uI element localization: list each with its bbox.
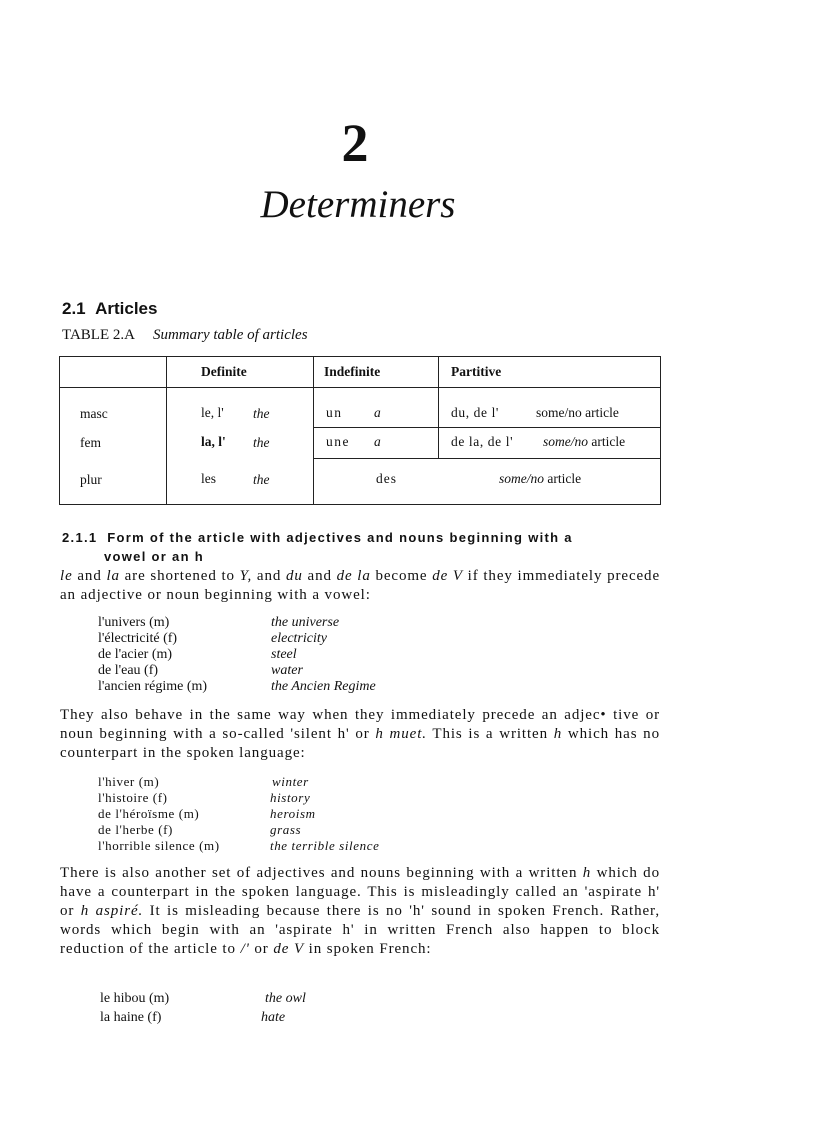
section-title: Articles: [95, 299, 158, 318]
table-caption-label: TABLE 2.A: [62, 327, 135, 343]
definite-gloss: the: [253, 471, 270, 487]
paragraph-3: There is also another set of adjectives and nouns beginning with a written h which do have a counterpart in the spoken language. This is misleadingly called an 'aspirate h' or h aspiré. It is misleading because there is no 'h' sound in spoken French. Rather, words which begin with an 'aspirate h' in written French also happen to block reduction of the article to /' or de V in spoken French:: [60, 865, 660, 957]
subsection-heading-line1: 2.1.1 Form of the article with adjectives and nouns beginning with a: [62, 530, 573, 545]
table-row-masc: [60, 388, 661, 428]
header-cell-definite: Definite: [167, 357, 314, 388]
partitive-gloss: some/no article: [543, 434, 626, 449]
partitive-form: du, de l': [451, 405, 499, 420]
chapter-title: Determiners: [260, 183, 456, 226]
row-label: fem: [80, 434, 101, 450]
partitive-gloss: some/no article: [499, 471, 582, 486]
row-label: plur: [80, 471, 102, 487]
table-header-row: [60, 357, 661, 388]
indefinite-gloss: a: [374, 405, 381, 420]
table-row-fem: [60, 428, 661, 459]
subsection-heading-line2: vowel or an h: [104, 549, 204, 564]
chapter-number: 2: [341, 113, 369, 173]
indefinite-form: une: [326, 434, 350, 449]
paragraph-1: le and la are shortened to Y, and du and de la become de V if they immediately precede an adjective or noun beginning with a vowel:: [60, 568, 661, 603]
header-cell-empty: [60, 357, 167, 388]
definite-form: les: [201, 470, 216, 486]
header-cell-indefinite: Indefinite: [314, 357, 439, 388]
partitive-form: de la, de l': [451, 434, 514, 449]
subsection-heading: [62, 528, 662, 566]
table-row-plur: [60, 459, 661, 505]
table-caption: [62, 327, 308, 344]
section-number: 2.1: [62, 299, 86, 318]
table-caption-text: Summary table of articles: [152, 327, 308, 343]
partitive-gloss: some/no article: [536, 405, 619, 420]
row-label: masc: [80, 406, 108, 421]
indefinite-form: des: [376, 471, 397, 486]
definite-form: la, l': [201, 433, 226, 449]
indefinite-form: un: [326, 405, 343, 420]
paragraph-2: They also behave in the same way when they immediately precede an adjec• tive or noun beginning with a so-called 'silent h' or h muet. This is a written h which has no counterpart in the spoken language:: [60, 707, 660, 761]
indefinite-gloss: a: [374, 434, 381, 449]
definite-form: le, l': [201, 405, 224, 420]
definite-gloss: the: [253, 434, 270, 450]
header-cell-partitive: Partitive: [439, 357, 661, 388]
definite-gloss: the: [253, 406, 270, 421]
section-heading: [62, 299, 157, 319]
articles-table: [59, 356, 661, 505]
